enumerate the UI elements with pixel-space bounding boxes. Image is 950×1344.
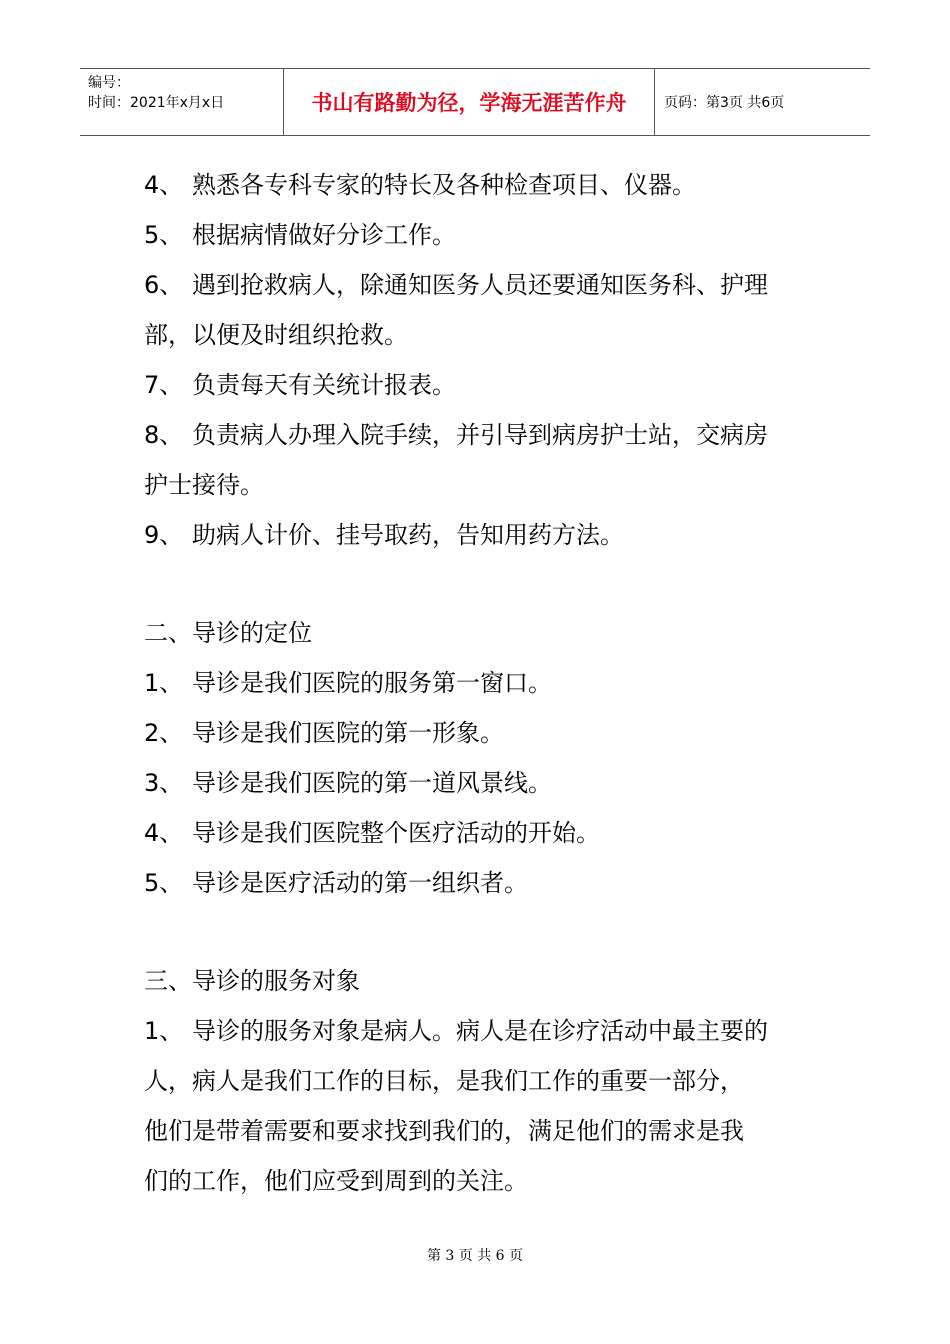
section-title: 二、导诊的定位 — [144, 619, 312, 647]
item-number: 1、 — [144, 669, 184, 697]
item-continuation: 护士接待。 — [144, 471, 264, 499]
item-continuation: 人，病人是我们工作的目标，是我们工作的重要一部分， — [144, 1067, 744, 1095]
list-item — [144, 808, 824, 858]
item-text: 遇到抢救病人，除通知医务人员还要通知医务科、护理 — [192, 271, 768, 299]
header-page-info: 页码：第3页 共6页 — [664, 95, 785, 111]
page-footer: 第 3 页 共 6 页 — [426, 1248, 524, 1264]
list-item — [144, 410, 824, 460]
list-item — [144, 708, 824, 758]
item-text: 负责每天有关统计报表。 — [192, 371, 456, 399]
list-item — [144, 210, 824, 260]
item-continuation: 们的工作，他们应受到周到的关注。 — [144, 1167, 528, 1195]
item-text: 导诊是我们医院的第一道风景线。 — [192, 769, 552, 797]
item-text: 导诊是我们医院整个医疗活动的开始。 — [192, 819, 600, 847]
item-text: 导诊是医疗活动的第一组织者。 — [192, 869, 528, 897]
document-body — [144, 160, 824, 1206]
item-text: 负责病人办理入院手续，并引导到病房护士站，交病房 — [192, 421, 768, 449]
item-continuation: 部，以便及时组织抢救。 — [144, 321, 408, 349]
item-number: 2、 — [144, 719, 184, 747]
document-header — [80, 68, 870, 136]
item-number: 9、 — [144, 521, 184, 549]
list-item — [144, 160, 824, 210]
list-item — [144, 510, 824, 560]
item-number: 1、 — [144, 1017, 184, 1045]
item-text: 根据病情做好分诊工作。 — [192, 221, 456, 249]
list-item — [144, 758, 824, 808]
item-text: 熟悉各专科专家的特长及各种检查项目、仪器。 — [192, 171, 696, 199]
header-motto: 书山有路勤为径，学海无涯苦作舟 — [283, 69, 655, 135]
list-item — [144, 658, 824, 708]
item-number: 5、 — [144, 869, 184, 897]
item-number: 6、 — [144, 271, 184, 299]
item-number: 4、 — [144, 819, 184, 847]
number-label: 编号： — [88, 75, 130, 91]
section-title: 三、导诊的服务对象 — [144, 967, 360, 995]
item-text: 导诊是我们医院的服务第一窗口。 — [192, 669, 552, 697]
item-number: 5、 — [144, 221, 184, 249]
item-continuation: 他们是带着需要和要求找到我们的，满足他们的需求是我 — [144, 1117, 744, 1145]
item-text: 助病人计价、挂号取药，告知用药方法。 — [192, 521, 624, 549]
list-item — [144, 1006, 824, 1056]
list-item — [144, 360, 824, 410]
item-number: 8、 — [144, 421, 184, 449]
item-text: 导诊的服务对象是病人。病人是在诊疗活动中最主要的 — [192, 1017, 768, 1045]
item-text: 导诊是我们医院的第一形象。 — [192, 719, 504, 747]
item-number: 4、 — [144, 171, 184, 199]
list-item — [144, 858, 824, 908]
list-item — [144, 260, 824, 310]
header-meta — [80, 69, 283, 135]
time-label: 时间：2021年x月x日 — [88, 95, 225, 111]
item-number: 3、 — [144, 769, 184, 797]
item-number: 7、 — [144, 371, 184, 399]
